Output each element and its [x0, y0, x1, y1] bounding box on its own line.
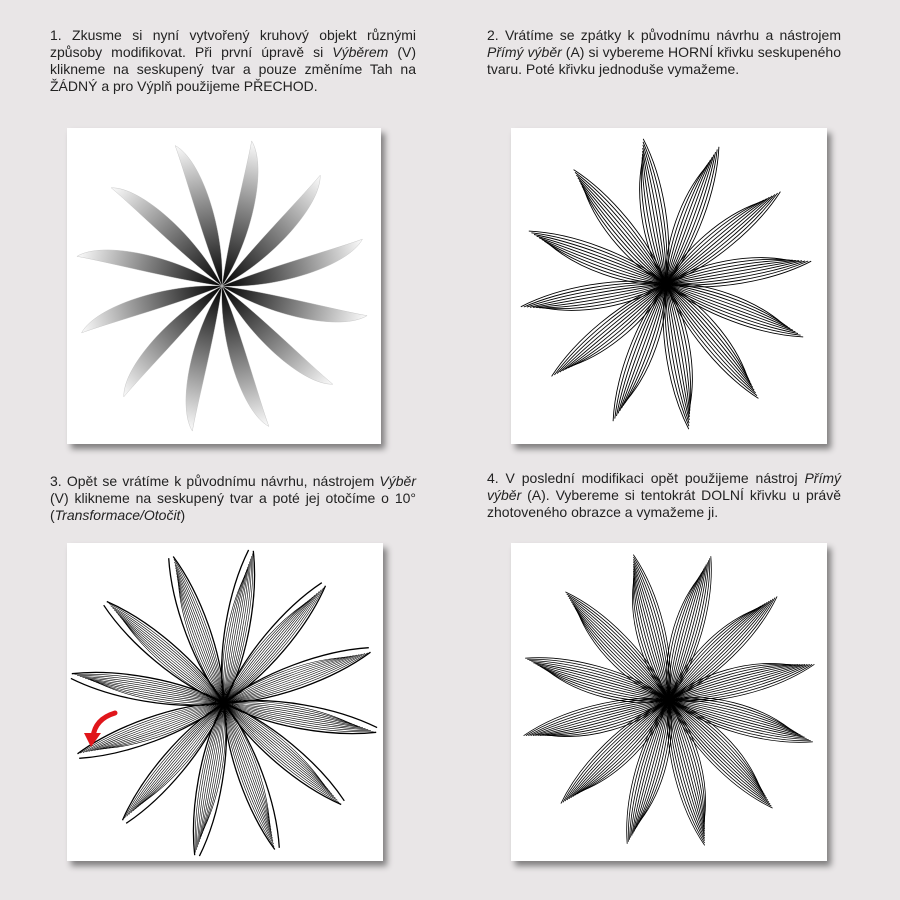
step-3-tool-name: Výběr	[379, 473, 416, 489]
star-petal	[666, 258, 811, 287]
star-petal	[222, 550, 255, 703]
step-1-image	[67, 128, 381, 444]
star-petal	[663, 284, 692, 429]
step-1-rest: (V) klikneme na seskupený tvar a pouze změníme Tah na ŽÁDNÝ a pro Výplň použijeme PŘECHOD.	[50, 44, 416, 94]
star-petal	[666, 147, 719, 284]
star-petal	[666, 284, 803, 337]
star-petal	[521, 281, 666, 310]
step-2-text	[487, 27, 841, 78]
step-4-intro: 4. V poslední modifikaci opět použijeme nástroj	[487, 470, 805, 486]
star-petal	[613, 284, 666, 421]
star-petal	[668, 700, 706, 845]
star-petal	[640, 139, 669, 284]
step-4-image	[511, 543, 827, 861]
step-2-intro: 2. Vrátíme se zpátky k původnímu návrhu a nástrojem	[487, 27, 841, 43]
step-4-text	[487, 470, 841, 521]
step-1-intro: 1. Zkusme si nyní vytvořený kruhový objekt různými způsoby modifikovat. Při první úpravě si	[50, 27, 416, 60]
step-3-text	[50, 473, 416, 524]
star-petal	[193, 703, 226, 856]
step-2-image	[511, 128, 827, 444]
step-3-image	[67, 543, 383, 861]
lower-curve-removed-figure	[511, 543, 827, 861]
star-petal	[71, 672, 224, 705]
step-1-tool-name: Výběrem	[332, 44, 389, 60]
rotated-star-figure	[67, 543, 383, 861]
step-3-intro: 3. Opět se vrátíme k původnímu návrhu, nástrojem	[50, 473, 380, 489]
step-1-text	[50, 27, 416, 95]
star-petal	[524, 699, 669, 737]
step-3-rest: (V) klikneme na seskupený tvar a poté jej otočíme o 10° (	[50, 490, 416, 523]
star-petal	[529, 231, 666, 284]
step-3-end: )	[180, 507, 186, 523]
gradient-star-figure	[67, 128, 381, 444]
step-3-menu-path: Transformace/Otočit	[54, 507, 181, 523]
star-petal	[633, 555, 671, 700]
step-4-tool-name: Přímý výběr	[487, 470, 841, 503]
step-2-rest: (A) si vybereme HORNÍ křivku seskupeného tvaru. Poté křivku jednoduše vymažeme.	[487, 44, 841, 77]
star-petal	[224, 701, 377, 734]
star-petal	[669, 664, 814, 702]
step-4-rest: (A). Vybereme si tentokrát DOLNÍ křivku u právě zhotoveného obrazce a vymažeme ji.	[487, 487, 841, 520]
upper-curve-removed-figure	[511, 128, 827, 444]
step-2-tool-name: Přímý výběr	[487, 44, 562, 60]
